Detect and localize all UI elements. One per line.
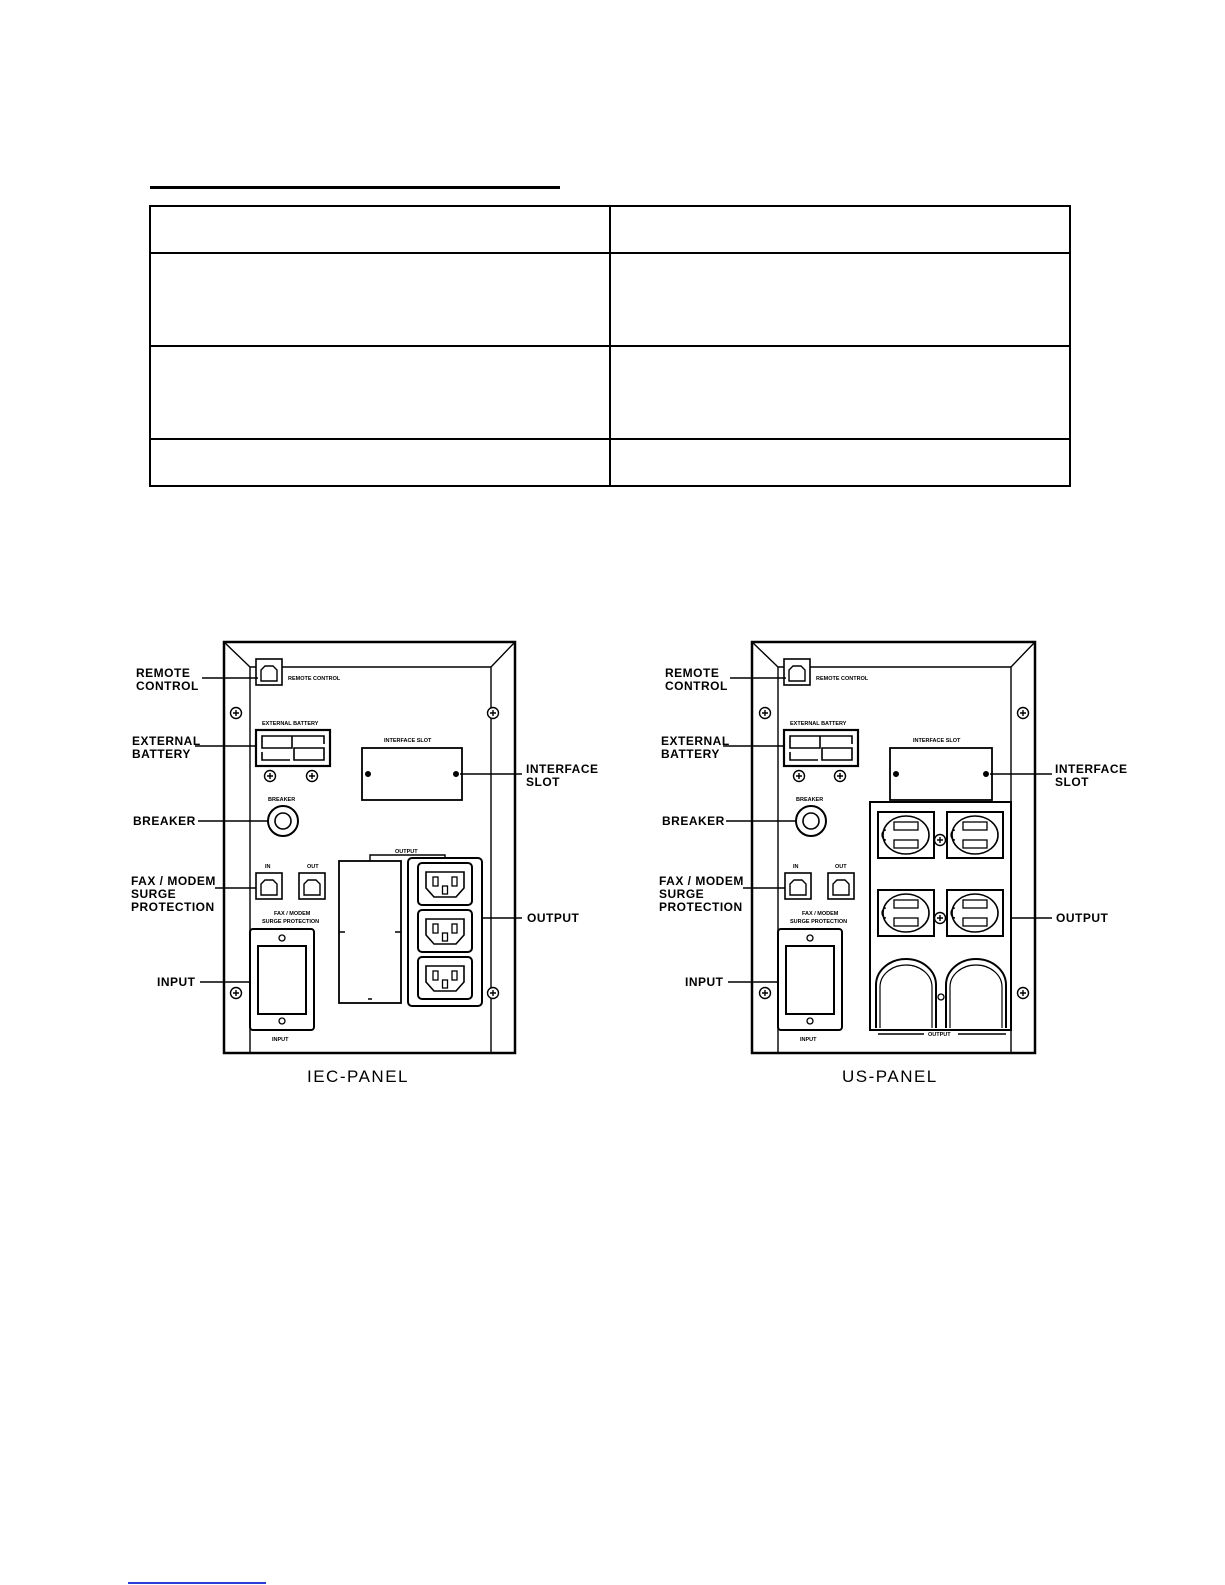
callout-external-battery-2: BATTERY bbox=[661, 747, 720, 761]
fax-out-label: OUT bbox=[307, 864, 319, 870]
external-battery-small-label: EXTERNAL BATTERY bbox=[262, 721, 319, 727]
callout-output: OUTPUT bbox=[1056, 911, 1109, 925]
callout-external-battery-2: BATTERY bbox=[132, 747, 191, 761]
battery-terminal-icon bbox=[265, 771, 276, 782]
callout-interface-slot-1: INTERFACE bbox=[526, 762, 599, 776]
breaker-button-icon bbox=[803, 813, 819, 829]
fax-in-jack-icon bbox=[256, 873, 282, 899]
callout-external-battery-1: EXTERNAL bbox=[132, 734, 201, 748]
breaker-small-label: BREAKER bbox=[796, 797, 824, 803]
callout-fax-modem-2: SURGE bbox=[131, 887, 177, 901]
callout-remote-control-2: CONTROL bbox=[136, 679, 199, 693]
callout-external-battery-1: EXTERNAL bbox=[661, 734, 730, 748]
callout-breaker: BREAKER bbox=[133, 814, 196, 828]
footer-link-underline bbox=[128, 1582, 266, 1584]
screw-icon bbox=[1018, 988, 1029, 999]
slot-screw-icon bbox=[983, 771, 989, 777]
outlet-screw-icon bbox=[935, 835, 946, 846]
callout-remote-control-1: REMOTE bbox=[136, 666, 191, 680]
screw-icon bbox=[488, 708, 499, 719]
interface-slot-cover bbox=[362, 748, 462, 800]
screw-icon bbox=[231, 988, 242, 999]
callout-remote-control-1: REMOTE bbox=[665, 666, 720, 680]
remote-control-small-label: REMOTE CONTROL bbox=[288, 676, 341, 682]
fax-in-label: IN bbox=[265, 864, 271, 870]
us-panel bbox=[659, 642, 1128, 1086]
fax-modem-small-label-2: SURGE PROTECTION bbox=[790, 919, 848, 925]
output-small-label: OUTPUT bbox=[928, 1032, 951, 1038]
fax-modem-small-label-2: SURGE PROTECTION bbox=[262, 919, 320, 925]
battery-terminal-icon bbox=[835, 771, 846, 782]
iec-outlet-icon bbox=[418, 863, 472, 905]
callout-interface-slot-1: INTERFACE bbox=[1055, 762, 1128, 776]
callout-fax-modem-1: FAX / MODEM bbox=[659, 874, 744, 888]
slot-screw-icon bbox=[893, 771, 899, 777]
input-small-label: INPUT bbox=[272, 1037, 289, 1043]
fax-out-jack-icon bbox=[828, 873, 854, 899]
remote-control-small-label: REMOTE CONTROL bbox=[816, 676, 869, 682]
callout-fax-modem-3: PROTECTION bbox=[131, 900, 215, 914]
callout-remote-control-2: CONTROL bbox=[665, 679, 728, 693]
fax-modem-small-label-1: FAX / MODEM bbox=[274, 911, 311, 917]
interface-slot-small-label: INTERFACE SLOT bbox=[913, 738, 961, 744]
callout-output: OUTPUT bbox=[527, 911, 580, 925]
iec-outlet-icon bbox=[418, 910, 472, 952]
remote-control-jack-icon bbox=[784, 659, 810, 685]
screw-hole-icon bbox=[807, 935, 813, 941]
callout-input: INPUT bbox=[157, 975, 196, 989]
callout-fax-modem-2: SURGE bbox=[659, 887, 705, 901]
callout-input: INPUT bbox=[685, 975, 724, 989]
screw-icon bbox=[760, 988, 771, 999]
screw-icon bbox=[488, 988, 499, 999]
fax-out-jack-icon bbox=[299, 873, 325, 899]
fax-in-label: IN bbox=[793, 864, 799, 870]
battery-connector-icon bbox=[784, 730, 858, 766]
screw-hole-icon bbox=[807, 1018, 813, 1024]
panel-caption: US-PANEL bbox=[842, 1067, 938, 1086]
fax-out-label: OUT bbox=[835, 864, 847, 870]
input-small-label: INPUT bbox=[800, 1037, 817, 1043]
iec-outlet-icon bbox=[418, 957, 472, 999]
output-cover-plate bbox=[339, 861, 401, 1003]
callout-breaker: BREAKER bbox=[662, 814, 725, 828]
iec-panel bbox=[131, 642, 599, 1086]
battery-connector-icon bbox=[256, 730, 330, 766]
breaker-button-icon bbox=[275, 813, 291, 829]
callout-interface-slot-2: SLOT bbox=[526, 775, 560, 789]
interface-slot-cover bbox=[890, 748, 992, 800]
external-battery-small-label: EXTERNAL BATTERY bbox=[790, 721, 847, 727]
battery-terminal-icon bbox=[794, 771, 805, 782]
slot-screw-icon bbox=[365, 771, 371, 777]
screw-icon bbox=[1018, 708, 1029, 719]
remote-control-jack-icon bbox=[256, 659, 282, 685]
callout-fax-modem-1: FAX / MODEM bbox=[131, 874, 216, 888]
callout-interface-slot-2: SLOT bbox=[1055, 775, 1089, 789]
screw-icon bbox=[231, 708, 242, 719]
callout-fax-modem-3: PROTECTION bbox=[659, 900, 743, 914]
screw-hole-icon bbox=[279, 1018, 285, 1024]
input-socket-icon bbox=[258, 946, 306, 1014]
input-socket-icon bbox=[786, 946, 834, 1014]
fax-in-jack-icon bbox=[785, 873, 811, 899]
slot-screw-icon bbox=[453, 771, 459, 777]
panel-caption: IEC-PANEL bbox=[307, 1067, 409, 1086]
screw-icon bbox=[760, 708, 771, 719]
screw-hole-icon bbox=[938, 994, 944, 1000]
battery-terminal-icon bbox=[307, 771, 318, 782]
outlet-screw-icon bbox=[935, 913, 946, 924]
fax-modem-small-label-1: FAX / MODEM bbox=[802, 911, 839, 917]
output-small-label: OUTPUT bbox=[395, 849, 418, 855]
interface-slot-small-label: INTERFACE SLOT bbox=[384, 738, 432, 744]
screw-hole-icon bbox=[279, 935, 285, 941]
breaker-small-label: BREAKER bbox=[268, 797, 296, 803]
